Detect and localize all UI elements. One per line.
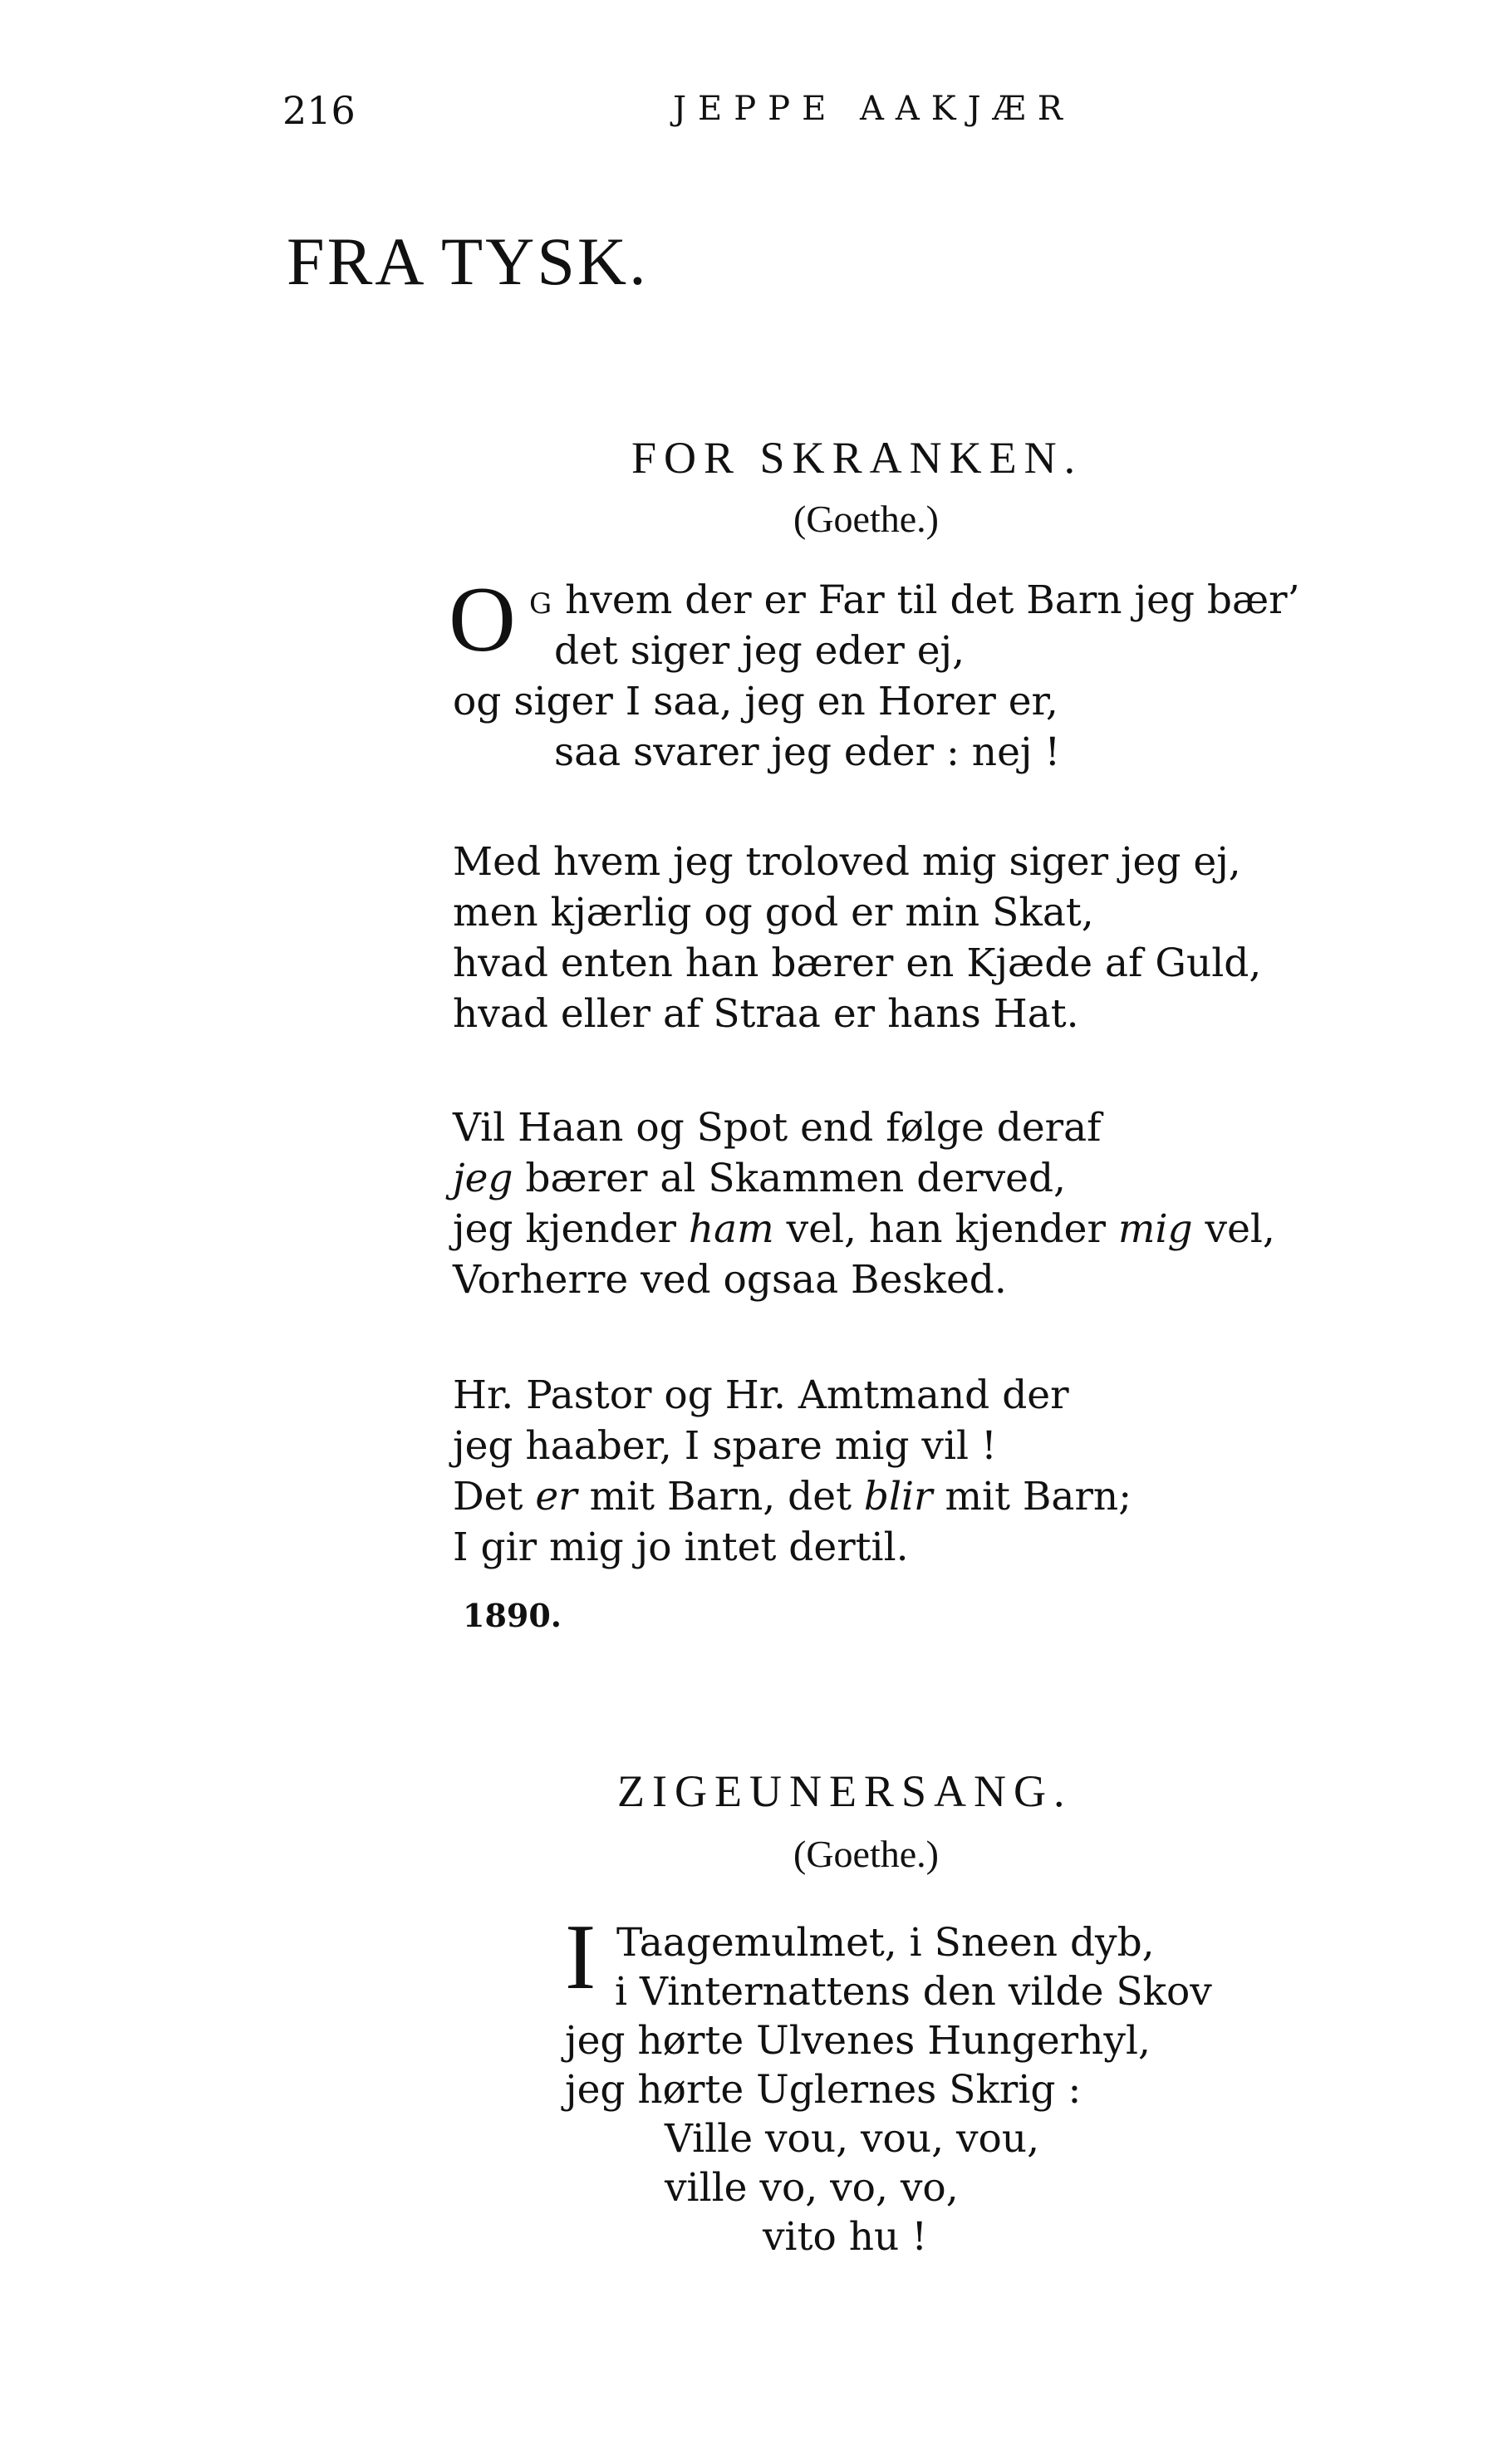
running-head: JEPPE AAKJÆR: [673, 90, 1074, 128]
poem-date: 1890.: [463, 1597, 562, 1634]
drop-cap: O: [449, 568, 516, 671]
verse-line: [453, 1474, 1132, 1520]
verse-line: Hr. Pastor og Hr. Amtmand der: [453, 1372, 1069, 1418]
verse-line: hvad eller af Straa er hans Hat.: [453, 991, 1079, 1037]
small-caps-letter: G: [529, 587, 553, 621]
verse-line: [453, 1156, 1066, 1201]
verse-line: Taagemulmet, i Sneen dyb,: [616, 1920, 1155, 1966]
section-title: FRA TYSK.: [287, 223, 649, 299]
poem-title-zigeunersang: ZIGEUNERSANG.: [617, 1766, 1073, 1816]
verse-text: hvem der er Far til det Barn jeg bær’: [552, 577, 1300, 623]
verse-line: jeg hørte Ulvenes Hungerhyl,: [565, 2018, 1151, 2064]
verse-line: vito hu !: [763, 2214, 928, 2260]
verse-line: Med hvem jeg troloved mig siger jeg ej,: [453, 839, 1241, 885]
verse-line: hvad enten han bærer en Kjæde af Guld,: [453, 940, 1262, 986]
italic-word: jeg: [453, 1156, 513, 1201]
verse-text: mit Barn;: [932, 1474, 1132, 1520]
verse-line: i Vinternattens den vilde Skov: [615, 1969, 1212, 2015]
verse-line: Ville vou, vou, vou,: [665, 2116, 1040, 2162]
verse-text: Det: [453, 1474, 536, 1520]
verse-line: Vil Haan og Spot end følge deraf: [453, 1105, 1102, 1151]
verse-text: jeg kjender: [453, 1206, 689, 1252]
italic-word: blir: [863, 1474, 933, 1520]
italic-word: mig: [1117, 1206, 1193, 1252]
verse-line: jeg hørte Uglernes Skrig :: [565, 2067, 1082, 2113]
poem-attribution: (Goethe.): [793, 1833, 939, 1875]
verse-line: Vorherre ved ogsaa Besked.: [453, 1257, 1007, 1303]
verse-text: vel,: [1192, 1206, 1275, 1252]
verse-line: [453, 1206, 1275, 1252]
italic-word: er: [535, 1474, 577, 1520]
verse-line: og siger I saa, jeg en Horer er,: [453, 679, 1058, 724]
page-number: 216: [282, 88, 356, 133]
verse-line: I gir mig jo intet dertil.: [453, 1524, 909, 1570]
verse-line: saa svarer jeg eder : nej !: [554, 729, 1061, 775]
poem-title-for-skranken: FOR SKRANKEN.: [631, 433, 1083, 483]
verse-line: men kjærlig og god er min Skat,: [453, 890, 1094, 935]
drop-cap: I: [565, 1906, 596, 2009]
verse-text: vel, han kjender: [773, 1206, 1118, 1252]
verse-line: [529, 577, 1300, 623]
verse-line: ville vo, vo, vo,: [665, 2165, 959, 2211]
verse-line: jeg haaber, I spare mig vil !: [453, 1423, 997, 1469]
verse-text: bærer al Skammen derved,: [513, 1156, 1066, 1201]
verse-text: mit Barn, det: [577, 1474, 864, 1520]
italic-word: ham: [688, 1206, 774, 1252]
verse-line: det siger jeg eder ej,: [554, 628, 965, 674]
poem-attribution: (Goethe.): [793, 498, 939, 540]
